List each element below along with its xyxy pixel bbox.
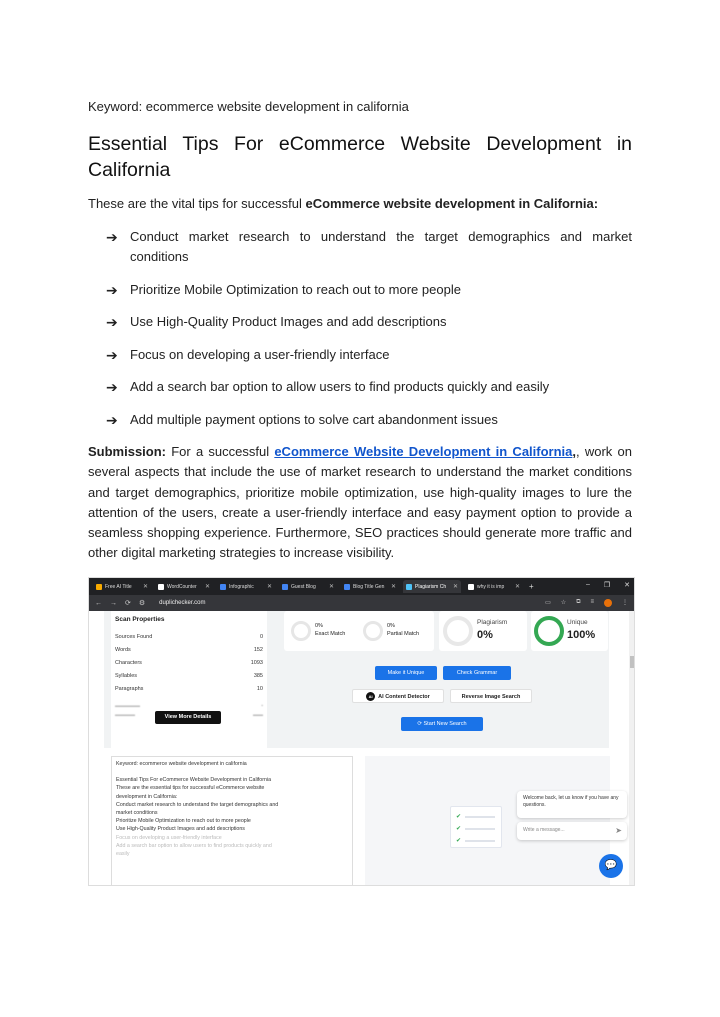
tab-close-icon[interactable]: ✕ xyxy=(142,584,148,590)
window-controls xyxy=(586,581,630,589)
partial-match-label: Partial Match xyxy=(387,631,420,637)
tab-close-icon[interactable]: ✕ xyxy=(328,584,334,590)
partial-match-percent: 0% xyxy=(387,623,395,629)
arrow-icon: ➔ xyxy=(106,281,118,298)
plagiarism-value: 0% xyxy=(477,629,493,641)
refresh-icon: ⟳ xyxy=(417,721,424,727)
browser-tab[interactable] xyxy=(155,580,213,593)
bookmark-star-icon[interactable]: ☆ xyxy=(560,600,567,606)
scan-row-label: Sources Found xyxy=(115,634,153,640)
extensions-icon[interactable]: ⧉ xyxy=(576,599,581,605)
scan-row-label: Syllables xyxy=(115,673,138,679)
page-scrollbar[interactable] xyxy=(629,611,635,886)
new-tab-button[interactable]: + xyxy=(529,582,534,591)
illustration-line xyxy=(465,840,495,842)
address-bar xyxy=(89,595,635,611)
arrow-icon: ➔ xyxy=(106,411,118,428)
ai-icon: AI xyxy=(366,692,375,701)
scan-row-value: 1093 xyxy=(250,660,263,666)
tip-text: Add multiple payment options to solve cart abandonment issues xyxy=(130,411,498,427)
page-content xyxy=(89,611,635,886)
tab-label: Free AI Title xyxy=(105,583,132,590)
textarea-line-faded: Add a search bar option to allow users to find products quickly and xyxy=(116,842,272,849)
url-text[interactable]: duplichecker.com xyxy=(159,600,206,606)
tab-close-icon[interactable]: ✕ xyxy=(390,584,396,590)
site-info-icon[interactable]: ⚙ xyxy=(138,600,146,607)
tip-text: Add a search bar option to allow users to find products quickly and easily xyxy=(130,379,550,394)
plagiarism-card xyxy=(439,611,527,651)
tab-favicon-icon xyxy=(96,584,102,590)
keyword-line: Keyword: ecommerce website development in california xyxy=(88,99,409,114)
arrow-icon: ➔ xyxy=(106,314,118,330)
browser-tab-bar xyxy=(89,578,635,595)
chat-message-input[interactable] xyxy=(517,822,627,840)
submission-paragraph xyxy=(88,442,632,564)
tab-label: Blog Title Gen xyxy=(353,583,385,590)
ai-detector-label: AI Content Detector xyxy=(378,694,430,700)
tab-label: Infographic xyxy=(229,583,254,590)
plagiarism-label: Plagiarism xyxy=(477,619,508,626)
browser-tab[interactable] xyxy=(279,580,337,593)
chat-welcome-popup: Welcome back, let us know if you have any questions. xyxy=(517,791,627,818)
arrow-icon: ➔ xyxy=(106,379,118,395)
arrow-icon: ➔ xyxy=(106,229,118,245)
scan-row xyxy=(115,673,263,679)
tab-favicon-icon xyxy=(282,584,288,590)
browser-tab[interactable] xyxy=(93,580,151,593)
tab-label: WordCounter xyxy=(167,583,197,590)
textarea-line: Keyword: ecommerce website development in california xyxy=(116,761,247,767)
tip-item xyxy=(106,345,632,365)
tip-text: Focus on developing a user-friendly interface xyxy=(130,346,390,362)
arrow-icon: ➔ xyxy=(106,346,118,363)
scan-row xyxy=(115,660,263,666)
scan-row-value: 152 xyxy=(253,647,263,653)
submission-comma: , xyxy=(572,444,577,459)
tip-text: Prioritize Mobile Optimization to reach out to more people xyxy=(130,281,461,297)
match-stats-card xyxy=(284,611,434,651)
check-icon: ✔ xyxy=(456,814,462,820)
submission-link[interactable]: eCommerce Website Development in California xyxy=(274,444,573,459)
browser-tab[interactable] xyxy=(217,580,275,593)
ai-content-detector-button[interactable] xyxy=(352,689,444,703)
send-icon[interactable]: ➤ xyxy=(615,826,622,835)
tip-item xyxy=(106,377,632,397)
unique-label: Unique xyxy=(567,619,588,626)
tab-favicon-icon xyxy=(406,584,412,590)
scan-row-value: 10 xyxy=(256,686,263,692)
tab-favicon-icon xyxy=(344,584,350,590)
reverse-image-search-button[interactable]: Reverse Image Search xyxy=(450,689,532,703)
menu-kebab-icon[interactable]: ⋮ xyxy=(622,600,628,606)
view-more-details-button[interactable]: View More Details xyxy=(155,711,221,724)
textarea-line: These are the essential tips for successful eCommerce website xyxy=(116,785,265,792)
intro-bold: eCommerce website development in California: xyxy=(305,196,599,211)
intro-text: These are the vital tips for successful xyxy=(88,196,306,211)
install-icon[interactable]: ▭ xyxy=(545,600,551,606)
tab-favicon-icon xyxy=(468,584,474,590)
text-input-area[interactable] xyxy=(111,756,353,886)
check-icon: ✔ xyxy=(456,838,462,844)
page-scroll-thumb[interactable] xyxy=(630,656,635,668)
tab-label: Guest Blog xyxy=(291,583,316,590)
reload-icon[interactable]: ⟳ xyxy=(125,600,131,607)
check-grammar-button[interactable]: Check Grammar xyxy=(443,666,511,680)
tab-close-icon[interactable]: ✕ xyxy=(514,584,520,590)
new-search-label: Start New Search xyxy=(423,721,467,727)
scan-row-label: Words xyxy=(115,647,131,653)
illustration-line xyxy=(465,828,495,830)
profile-avatar[interactable] xyxy=(604,599,612,607)
unique-ring xyxy=(534,616,564,646)
scan-row-label: Paragraphs xyxy=(115,686,144,692)
reading-list-icon[interactable]: ≡ xyxy=(590,599,594,605)
submission-pre: For a successful xyxy=(166,444,275,459)
tip-text: Use High-Quality Product Images and add descriptions xyxy=(130,314,447,329)
textarea-line xyxy=(116,768,348,776)
textarea-line: Conduct market research to understand the target demographics and xyxy=(116,801,279,808)
browser-tab[interactable] xyxy=(465,580,523,593)
close-window-icon[interactable]: ✕ xyxy=(624,582,630,589)
chat-bubble-icon: 💬 xyxy=(604,860,618,871)
plagiarism-ring xyxy=(443,616,473,646)
chat-open-button[interactable] xyxy=(599,854,623,878)
illustration-line xyxy=(465,816,495,818)
illustration-pane xyxy=(365,756,610,886)
scan-row xyxy=(115,634,263,640)
tab-label: Plagiarism Ch xyxy=(415,583,447,590)
textarea-line-faded: Focus on developing a user-friendly interface xyxy=(116,834,222,841)
tips-list xyxy=(106,227,632,442)
scan-row-value: 0 xyxy=(259,634,263,640)
partial-match-ring xyxy=(363,621,383,641)
textarea-line: market conditions xyxy=(116,810,158,817)
forward-icon[interactable]: → xyxy=(110,599,117,607)
scan-title: Scan Properties xyxy=(115,616,165,623)
page-heading: Essential Tips For eCommerce Website Development in California xyxy=(88,133,632,181)
make-it-unique-button[interactable]: Make it Unique xyxy=(375,666,437,680)
tab-close-icon[interactable]: ✕ xyxy=(452,584,458,590)
scan-properties-panel xyxy=(111,611,267,748)
back-icon[interactable]: ← xyxy=(95,599,102,607)
unique-card xyxy=(531,611,608,651)
tip-text: Conduct market research to understand the target demographics and market conditions xyxy=(130,229,632,264)
check-icon: ✔ xyxy=(456,826,462,832)
embedded-screenshot xyxy=(88,577,635,886)
textarea-line: Essential Tips For eCommerce Website Development in California xyxy=(116,777,272,784)
start-new-search-button[interactable] xyxy=(401,717,483,731)
intro-paragraph xyxy=(88,196,598,211)
textarea-line: Prioritize Mobile Optimization to reach out to more people xyxy=(116,818,251,825)
restore-icon[interactable]: ❐ xyxy=(603,582,611,589)
browser-tab[interactable] xyxy=(403,580,461,593)
scan-row-label: Characters xyxy=(115,660,142,666)
textarea-line: Use High-Quality Product Images and add descriptions xyxy=(116,826,245,833)
blurred-rows: ▬▬▬▬▬ ▪ ▬▬▬▬ ▬▬ xyxy=(115,703,263,718)
exact-match-ring xyxy=(291,621,311,641)
tip-item xyxy=(106,410,632,430)
exact-match-percent: 0% xyxy=(315,623,323,629)
tab-label: why it is imp xyxy=(477,583,505,590)
tip-item xyxy=(106,227,632,267)
tip-item xyxy=(106,280,632,300)
textarea-line: development in California: xyxy=(116,793,178,800)
tip-item xyxy=(106,312,632,332)
scan-row xyxy=(115,686,263,692)
exact-match-label: Exact Match xyxy=(315,631,346,637)
minimize-icon[interactable]: – xyxy=(585,581,590,588)
chat-placeholder: Write a message... xyxy=(523,827,565,833)
submission-post: , work on several aspects that include the use of market research to understand the market conditions and target demographics, prioritize mobile optimization, use high-quality images to lure the attention of the users, create a user-friendly interface and easy payment option to provide a seamless shopping experience. Furthermore, SEO practices should generate more traffic and other digital marketing strategies to increase visibility. xyxy=(88,444,632,561)
tab-close-icon[interactable]: ✕ xyxy=(266,584,272,590)
textarea-line-faded: easily xyxy=(116,851,130,858)
tab-close-icon[interactable]: ✕ xyxy=(204,584,210,590)
unique-value: 100% xyxy=(567,629,596,641)
tab-favicon-icon xyxy=(220,584,226,590)
submission-label: Submission: xyxy=(88,444,167,459)
browser-tab[interactable] xyxy=(341,580,399,593)
toolbar-icons xyxy=(545,599,628,607)
scan-row-value: 385 xyxy=(253,673,263,679)
checklist-illustration xyxy=(450,806,502,848)
scan-row xyxy=(115,647,263,653)
tab-favicon-icon xyxy=(158,584,164,590)
